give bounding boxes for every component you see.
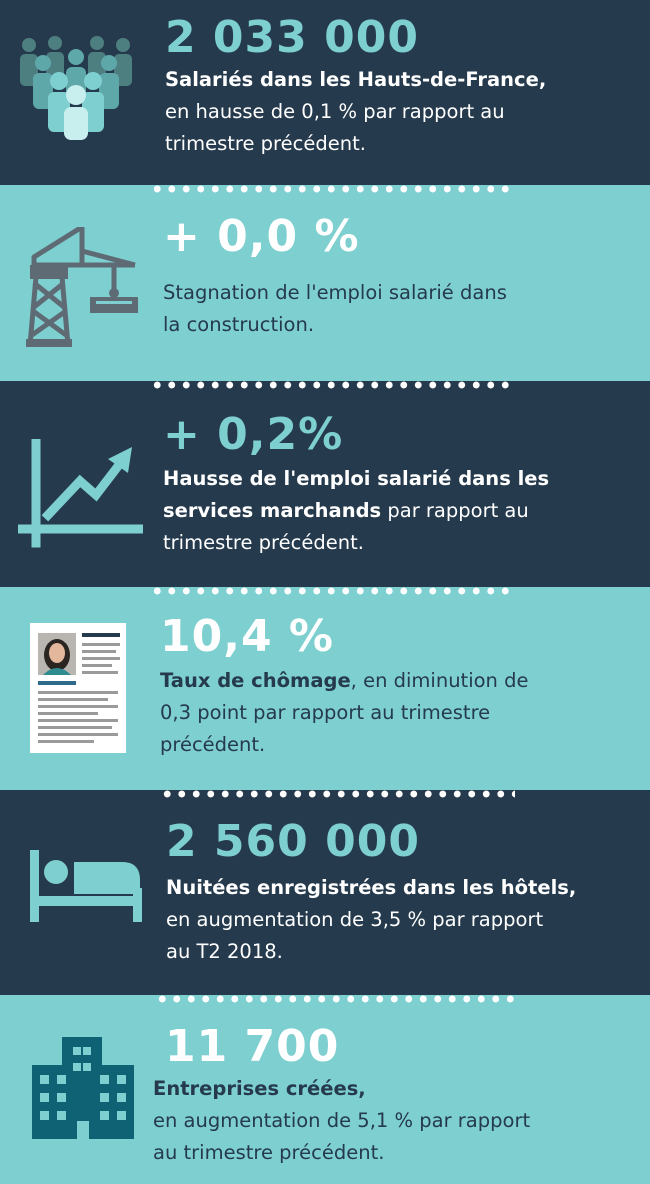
- salaries-label: Salariés dans les Hauts-de-France,: [165, 68, 547, 91]
- construction-line1: Stagnation de l'emploi salarié dans: [163, 281, 507, 304]
- construction-crane-icon: [22, 227, 140, 347]
- section-chomage: [0, 587, 650, 790]
- entreprises-label: Entreprises créées,: [153, 1077, 366, 1100]
- dotted-divider: [155, 995, 515, 1003]
- salaries-value: 2 033 000: [165, 12, 419, 63]
- chomage-line2: 0,3 point par rapport au trimestre: [160, 701, 491, 724]
- services-line2: par rapport au: [381, 499, 529, 522]
- chomage-line1: , en diminution de: [350, 669, 529, 692]
- chomage-line3: précédent.: [160, 733, 266, 756]
- nuitees-label: Nuitées enregistrées dans les hôtels,: [166, 876, 577, 899]
- resume-document-icon: [30, 623, 126, 753]
- nuitees-line3: au T2 2018.: [166, 940, 283, 963]
- bed-icon: [30, 850, 142, 922]
- dotted-divider: [150, 587, 510, 595]
- nuitees-line2: en augmentation de 3,5 % par rapport: [166, 908, 544, 931]
- section-services: [0, 381, 650, 587]
- section-nuitees: [0, 790, 650, 995]
- construction-line2: la construction.: [163, 313, 315, 336]
- people-group-icon: [15, 35, 137, 140]
- section-entreprises: [0, 995, 650, 1184]
- entreprises-line2: en augmentation de 5,1 % par rapport: [153, 1109, 531, 1132]
- rising-chart-icon: [18, 439, 143, 549]
- section-construction: [0, 185, 650, 381]
- office-building-icon: [32, 1037, 134, 1139]
- services-label2: services marchands: [163, 499, 382, 522]
- dotted-divider: [150, 185, 510, 193]
- entreprises-line3: au trimestre précédent.: [153, 1141, 385, 1164]
- services-label1: Hausse de l'emploi salarié dans les: [163, 467, 550, 490]
- salaries-line2: en hausse de 0,1 % par rapport au: [165, 100, 505, 123]
- construction-value: + 0,0 %: [163, 211, 360, 262]
- entreprises-value: 11 700: [165, 1021, 340, 1072]
- services-line3: trimestre précédent.: [163, 531, 364, 554]
- chomage-label: Taux de chômage: [160, 669, 351, 692]
- nuitees-value: 2 560 000: [166, 816, 420, 867]
- dotted-divider: [160, 790, 515, 798]
- section-salaries: [0, 0, 650, 185]
- chomage-value: 10,4 %: [160, 611, 334, 662]
- salaries-line3: trimestre précédent.: [165, 132, 366, 155]
- services-value: + 0,2%: [163, 409, 344, 460]
- dotted-divider: [150, 381, 510, 389]
